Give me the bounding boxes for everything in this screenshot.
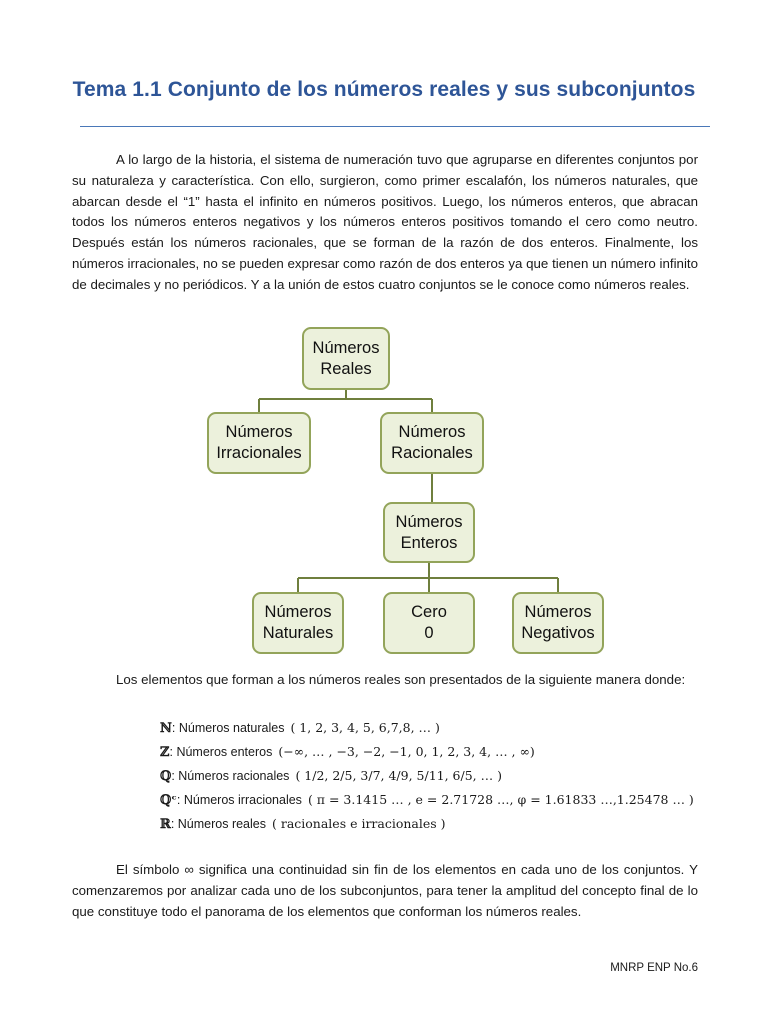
set-symbol: ℕ — [160, 721, 172, 736]
title-underline — [80, 126, 710, 127]
node-line-2: Negativos — [521, 624, 595, 642]
set-notation: (−∞, … , −3, −2, −1, 0, 1, 2, 3, 4, … , ∞) — [278, 744, 535, 759]
set-notation: ( 1/2, 2/5, 3/7, 4/9, 5/11, 6/5, … ) — [295, 768, 502, 783]
node-line-1: Números — [312, 338, 380, 357]
node-line-2: Irracionales — [216, 444, 302, 462]
node-line-2: Reales — [320, 359, 372, 378]
set-label: : Números naturales — [171, 721, 285, 735]
set-symbol: ℚᶜ — [160, 793, 177, 808]
set-notation: ( π = 3.1415 … , e = 2.71728 …, φ = 1.61833 …,1.25478 … ) — [307, 792, 694, 807]
set-label: : Números irracionales — [176, 793, 302, 807]
node-cero — [383, 592, 475, 654]
node-line-2: Enteros — [400, 533, 458, 552]
node-numeros-negativos — [512, 592, 604, 654]
page-title: Tema 1.1 Conjunto de los números reales y sus subconjuntos — [72, 78, 696, 101]
set-notation: ( 1, 2, 3, 4, 5, 6,7,8, … ) — [290, 720, 440, 735]
node-line-1: Cero — [411, 603, 447, 621]
set-symbol: ℝ — [160, 817, 171, 832]
node-line-1: Números — [398, 423, 466, 441]
node-numeros-racionales — [380, 412, 484, 474]
node-line-1: Números — [395, 512, 463, 531]
node-line-1: Números — [225, 423, 293, 441]
page-footer: MNRP ENP No.6 — [610, 962, 698, 974]
set-naturales — [160, 716, 694, 740]
number-sets-list — [160, 716, 694, 836]
set-label: : Números racionales — [171, 769, 290, 783]
closing-paragraph — [72, 860, 698, 922]
closing-paragraph-text: El símbolo ∞ significa una continuidad sin fin de los elementos en cada uno de los conjuntos. Y comenzaremos por analizar cada uno de los subconjuntos, para tener la amplitud del concepto final de lo que constituye todo el panorama de los elementos que conforman los números reales. — [72, 862, 698, 919]
intro-paragraph — [72, 150, 698, 296]
set-irracionales — [160, 788, 694, 812]
set-enteros — [160, 740, 694, 764]
node-line-1: Números — [524, 603, 592, 621]
node-numeros-naturales — [252, 592, 344, 654]
set-symbol: ℚ — [160, 769, 172, 784]
set-racionales — [160, 764, 694, 788]
elements-intro: Los elementos que forman a los números reales son presentados de la siguiente manera donde: — [116, 672, 686, 687]
node-numeros-reales — [302, 327, 390, 390]
set-label: : Números enteros — [169, 745, 273, 759]
intro-paragraph-text: A lo largo de la historia, el sistema de numeración tuvo que agruparse en diferentes conjuntos por su naturaleza y característica. Con ello, surgieron, como primer escalafón, los números naturales, que abarcan desde el “1” hasta el infinito en números positivos. Luego, los números enteros, que abracan todos los números enteros negativos y los números enteros positivos tomando el cero como neutro. Después están los números racionales, que se forman de la razón de dos enteros. Finalmente, los números irracionales, no se pueden expresar como razón de dos enteros ya que tienen un número infinito de decimales y no periódicos. Y a la unión de estos cuatro conjuntos se le conoce como números reales. — [72, 152, 698, 292]
set-label: : Números reales — [170, 817, 266, 831]
node-numeros-irracionales — [207, 412, 311, 474]
node-line-2: Naturales — [262, 624, 334, 642]
node-line-2: 0 — [424, 624, 434, 642]
set-reales — [160, 812, 694, 836]
node-line-2: Racionales — [391, 444, 473, 462]
node-numeros-enteros — [383, 502, 475, 563]
node-line-1: Números — [264, 603, 332, 621]
set-symbol: ℤ — [160, 745, 170, 760]
set-notation: ( racionales e irracionales ) — [272, 816, 446, 831]
